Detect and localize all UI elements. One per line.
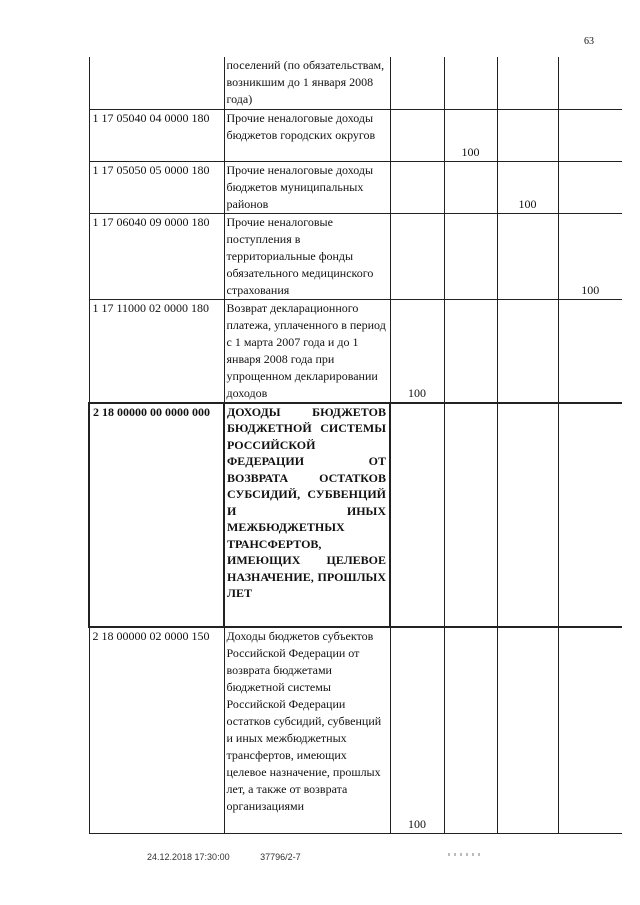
value-cell-4 [558, 57, 622, 109]
value-cell-4: 100 [558, 213, 622, 299]
value-cell-3 [497, 109, 558, 161]
table-row [89, 161, 622, 213]
income-name-cell: Доходы бюджетов субъектов Российской Федерации от возврата бюджетами бюджетной системы Российской Федерации остатков субсидий, субвенций и иных межбюджетных трансфертов, имеющих целевое назначение, прошлых лет, а также от возврата организациями [224, 627, 390, 834]
value-cell-1 [390, 109, 444, 161]
kbk-code-cell: 1 17 05050 05 0000 180 [89, 161, 224, 213]
value-cell-3 [497, 57, 558, 109]
value-cell-2 [444, 213, 497, 299]
value-cell-2 [444, 161, 497, 213]
value-cell-4 [558, 161, 622, 213]
value-cell-3 [497, 627, 558, 834]
value-cell-2 [444, 57, 497, 109]
kbk-code-cell: 1 17 05040 04 0000 180 [89, 109, 224, 161]
income-name-cell: Возврат декларационного платежа, уплаченного в период с 1 марта 2007 года и до 1 января 2008 года при упрощенном декларировании доходов [224, 299, 390, 403]
table-row-section-heading [89, 403, 622, 627]
kbk-code-cell [89, 57, 224, 109]
value-cell-3 [497, 299, 558, 403]
value-cell-3: 100 [497, 161, 558, 213]
value-cell-4 [558, 403, 622, 627]
scan-artifact-mark [448, 853, 482, 856]
value-cell-2: 100 [444, 109, 497, 161]
table-row [89, 57, 622, 109]
footer-document-id: 37796/2-7 [260, 852, 301, 862]
value-cell-1 [390, 403, 444, 627]
kbk-code-cell: 2 18 00000 02 0000 150 [89, 627, 224, 834]
value-cell-1 [390, 161, 444, 213]
kbk-code-cell: 2 18 00000 00 0000 000 [89, 403, 224, 627]
value-cell-1: 100 [390, 299, 444, 403]
value-cell-1 [390, 57, 444, 109]
value-cell-4 [558, 627, 622, 834]
table-row [89, 627, 622, 834]
value-cell-4 [558, 109, 622, 161]
kbk-code-cell: 1 17 06040 09 0000 180 [89, 213, 224, 299]
income-name-cell: ДОХОДЫ БЮДЖЕТОВ БЮДЖЕТНОЙ СИСТЕМЫ РОССИЙСКОЙ ФЕДЕРАЦИИ ОТ ВОЗВРАТА ОСТАТКОВ СУБСИДИЙ, СУБВЕНЦИЙ И ИНЫХ МЕЖБЮДЖЕТНЫХ ТРАНСФЕРТОВ, ИМЕЮЩИХ ЦЕЛЕВОЕ НАЗНАЧЕНИЕ, ПРОШЛЫХ ЛЕТ [224, 403, 390, 627]
value-cell-2 [444, 299, 497, 403]
document-footer [147, 852, 329, 862]
income-name-cell: поселений (по обязательствам, возникшим до 1 января 2008 года) [224, 57, 390, 109]
table-row [89, 109, 622, 161]
income-name-cell: Прочие неналоговые поступления в территориальные фонды обязательного медицинского страхования [224, 213, 390, 299]
footer-datetime: 24.12.2018 17:30:00 [147, 852, 230, 862]
value-cell-1: 100 [390, 627, 444, 834]
table-row [89, 213, 622, 299]
value-cell-2 [444, 403, 497, 627]
income-name-cell: Прочие неналоговые доходы бюджетов муниципальных районов [224, 161, 390, 213]
value-cell-2 [444, 627, 497, 834]
value-cell-1 [390, 213, 444, 299]
kbk-code-cell: 1 17 11000 02 0000 180 [89, 299, 224, 403]
page-number: 63 [584, 36, 594, 47]
table-row [89, 299, 622, 403]
value-cell-3 [497, 213, 558, 299]
value-cell-4 [558, 299, 622, 403]
income-name-cell: Прочие неналоговые доходы бюджетов городских округов [224, 109, 390, 161]
value-cell-3 [497, 403, 558, 627]
budget-classification-table [88, 57, 622, 834]
